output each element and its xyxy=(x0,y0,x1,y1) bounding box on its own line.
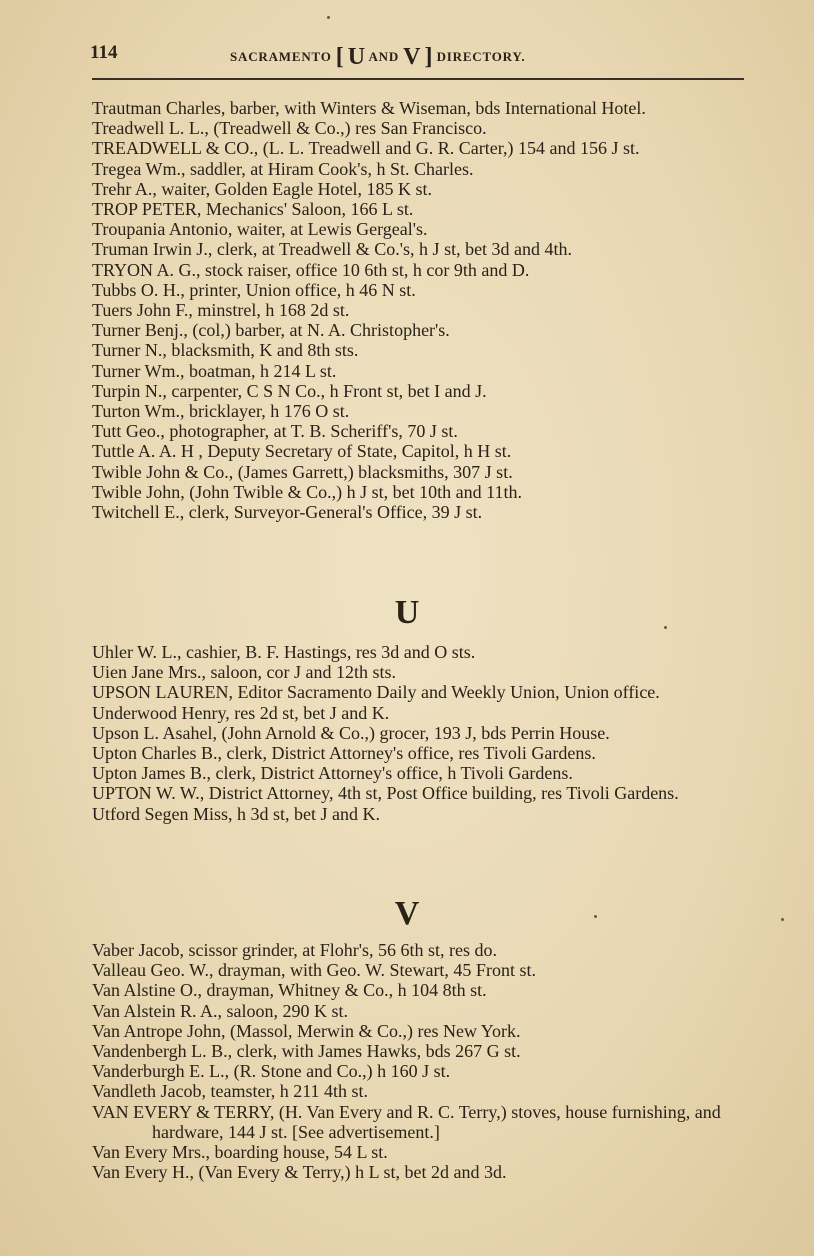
section-v xyxy=(92,940,757,1182)
letter-u: U xyxy=(347,44,366,70)
directory-entry: Turton Wm., bricklayer, h 176 O st. xyxy=(92,401,350,422)
directory-entry: Upson L. Asahel, (John Arnold & Co.,) grocer, 193 J, bds Perrin House. xyxy=(92,722,610,743)
directory-entry: Twible John & Co., (James Garrett,) blacksmiths, 307 J st. xyxy=(92,461,513,482)
ink-speck xyxy=(327,16,330,19)
directory-entry: Twible John, (John Twible & Co.,) h J st, bet 10th and 11th. xyxy=(92,481,522,502)
title-right: DIRECTORY. xyxy=(436,49,526,64)
running-title xyxy=(230,44,525,71)
section-t xyxy=(92,98,757,522)
directory-entry: Utford Segen Miss, h 3d st, bet J and K. xyxy=(92,803,380,824)
directory-entry: Tregea Wm., saddler, at Hiram Cook's, h St. Charles. xyxy=(92,158,474,179)
directory-entry: Treadwell L. L., (Treadwell & Co.,) res San Francisco. xyxy=(92,118,487,139)
directory-entry: Turner Benj., (col,) barber, at N. A. Christopher's. xyxy=(92,320,450,341)
directory-entry: Turner Wm., boatman, h 214 L st. xyxy=(92,360,337,381)
directory-entry: Truman Irwin J., clerk, at Treadwell & Co.'s, h J st, bet 3d and 4th. xyxy=(92,239,573,260)
directory-entry: Valleau Geo. W., drayman, with Geo. W. Stewart, 45 Front st. xyxy=(92,960,536,981)
directory-entry: Tubbs O. H., printer, Union office, h 46 N st. xyxy=(92,279,416,300)
directory-entry: Van Every Mrs., boarding house, 54 L st. xyxy=(92,1142,388,1163)
directory-entry: Uien Jane Mrs., saloon, cor J and 12th sts. xyxy=(92,662,396,683)
directory-entry: Underwood Henry, res 2d st, bet J and K. xyxy=(92,702,390,723)
directory-entry: UPTON W. W., District Attorney, 4th st, Post Office building, res Tivoli Gardens. xyxy=(92,783,679,804)
directory-entry: Tutt Geo., photographer, at T. B. Scheriff's, 70 J st. xyxy=(92,421,458,442)
directory-entry: Van Antrope John, (Massol, Merwin & Co.,) res New York. xyxy=(92,1020,521,1041)
title-left: SACRAMENTO xyxy=(230,49,332,64)
letter-v: V xyxy=(403,44,421,70)
directory-entry: Upton James B., clerk, District Attorney's office, h Tivoli Gardens. xyxy=(92,763,573,784)
directory-entry: Upton Charles B., clerk, District Attorney's office, res Tivoli Gardens. xyxy=(92,743,596,764)
bracket-close: ] xyxy=(424,44,433,70)
directory-entry: Trehr A., waiter, Golden Eagle Hotel, 185 K st. xyxy=(92,178,433,199)
page-number: 114 xyxy=(90,42,118,63)
section-u xyxy=(92,642,757,824)
directory-entry: Turner N., blacksmith, K and 8th sts. xyxy=(92,340,359,361)
directory-entry: Tuttle A. A. H , Deputy Secretary of State, Capitol, h H st. xyxy=(92,441,512,462)
directory-entry: Vaber Jacob, scissor grinder, at Flohr's, 56 6th st, res do. xyxy=(92,940,497,960)
directory-entry: Turpin N., carpenter, C S N Co., h Front st, bet I and J. xyxy=(92,380,487,401)
directory-entry: Van Alstine O., drayman, Whitney & Co., h 104 8th st. xyxy=(92,980,487,1001)
directory-entry: TRYON A. G., stock raiser, office 10 6th st, h cor 9th and D. xyxy=(92,259,530,280)
section-letter-v: V xyxy=(394,895,420,932)
header-rule xyxy=(92,78,744,80)
directory-entry: Vandenbergh L. B., clerk, with James Hawks, bds 267 G st. xyxy=(92,1041,521,1062)
ink-speck xyxy=(594,915,597,918)
directory-entry: TREADWELL & CO., (L. L. Treadwell and G. R. Carter,) 154 and 156 J st. xyxy=(92,138,640,159)
directory-entry: Van Alstein R. A., saloon, 290 K st. xyxy=(92,1000,349,1021)
directory-entry: Uhler W. L., cashier, B. F. Hastings, res 3d and O sts. xyxy=(92,642,476,662)
directory-entry: Tuers John F., minstrel, h 168 2d st. xyxy=(92,300,350,321)
directory-entry: TROP PETER, Mechanics' Saloon, 166 L st. xyxy=(92,199,414,220)
directory-entry: VAN EVERY & TERRY, (H. Van Every and R. C. Terry,) stoves, house furnishing, and hardware, 144 J st. [See advertisement.] xyxy=(92,1101,721,1142)
running-head xyxy=(90,38,740,68)
ink-speck xyxy=(664,626,667,629)
directory-entry: Vandleth Jacob, teamster, h 211 4th st. xyxy=(92,1081,369,1102)
directory-entry: Vanderburgh E. L., (R. Stone and Co.,) h 160 J st. xyxy=(92,1061,451,1082)
and-word: AND xyxy=(368,49,400,64)
bracket-open: [ xyxy=(335,44,344,70)
directory-entry: Twitchell E., clerk, Surveyor-General's Office, 39 J st. xyxy=(92,502,483,523)
directory-entry: Trautman Charles, barber, with Winters & Wiseman, bds International Hotel. xyxy=(92,98,646,118)
ink-speck xyxy=(781,918,784,921)
directory-entry: Troupania Antonio, waiter, at Lewis Gergeal's. xyxy=(92,219,428,240)
directory-entry: UPSON LAUREN, Editor Sacramento Daily and Weekly Union, Union office. xyxy=(92,682,660,703)
section-letter-u: U xyxy=(394,594,420,631)
directory-entry: Van Every H., (Van Every & Terry,) h L st, bet 2d and 3d. xyxy=(92,1162,507,1183)
